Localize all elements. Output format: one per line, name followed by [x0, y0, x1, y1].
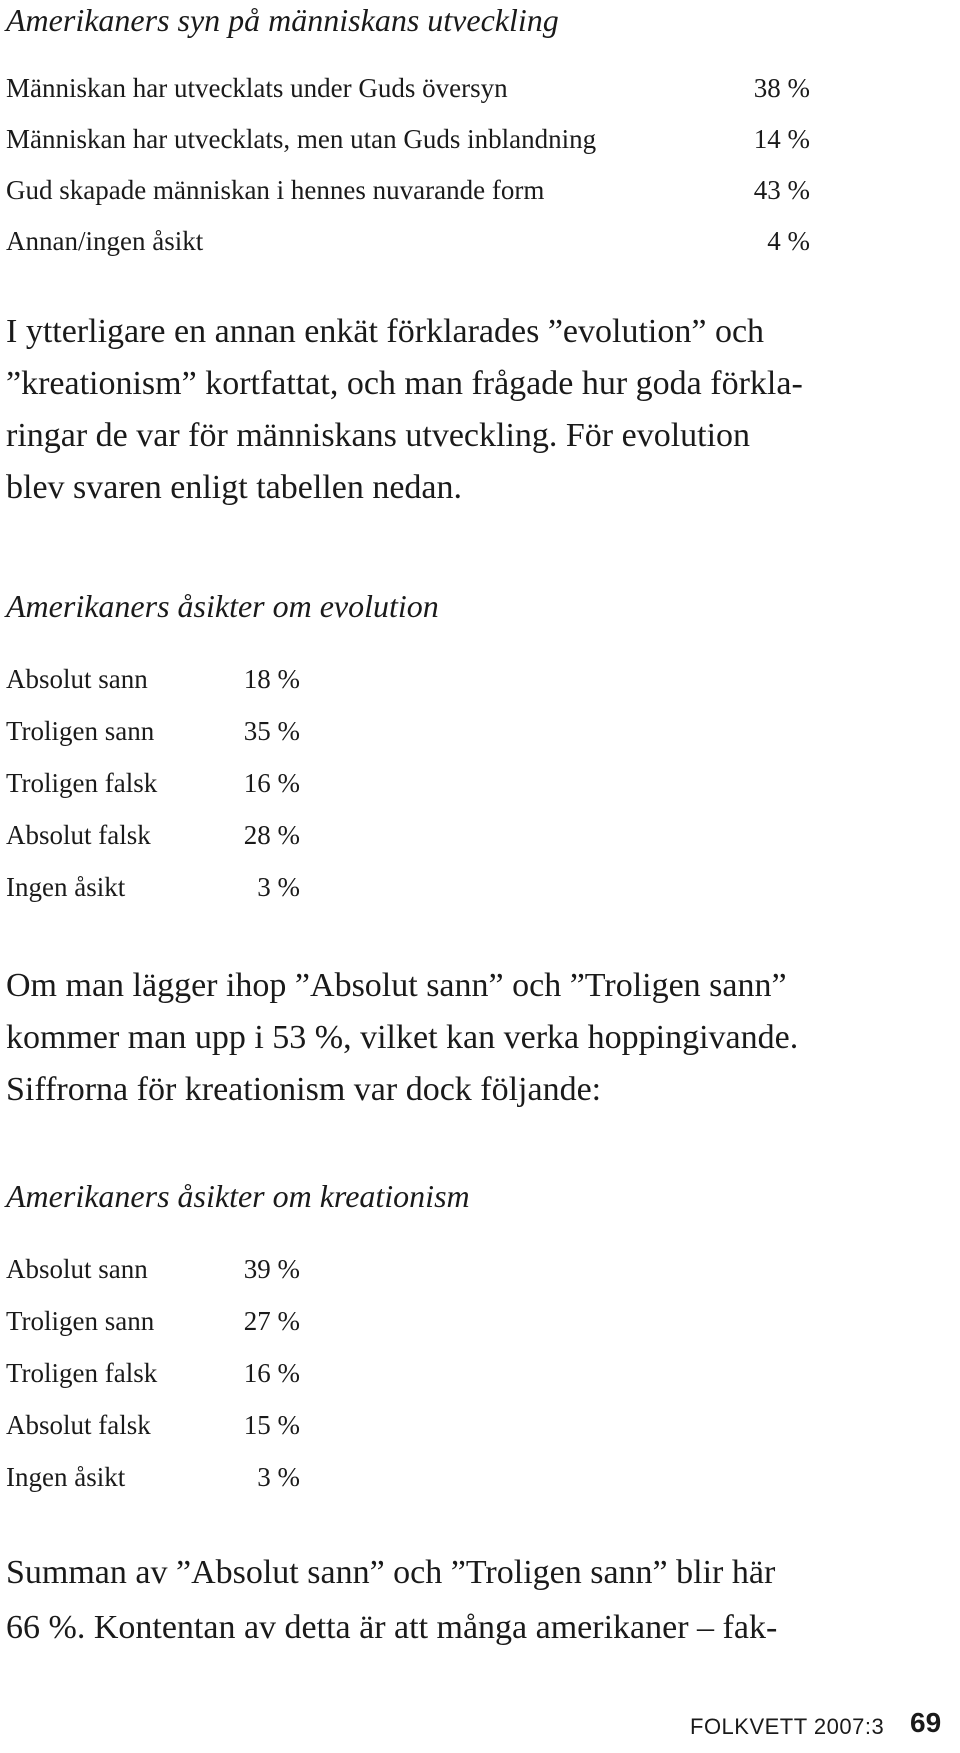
body-line: Siffrorna för kreationism var dock följande: — [6, 1071, 602, 1108]
table-row-value: 39 % — [243, 1254, 300, 1284]
body-line: I ytterligare en annan enkät förklarades ”evolution” och — [6, 313, 765, 350]
body-line: Om man lägger ihop ”Absolut sann” och ”Troligen sann” — [6, 967, 787, 1004]
body-line: Summan av ”Absolut sann” och ”Troligen sann” blir här — [6, 1554, 776, 1591]
table-row-value: 15 % — [243, 1410, 300, 1440]
table-row-label: Troligen falsk — [6, 1358, 158, 1388]
table-row-label: Troligen falsk — [6, 768, 158, 798]
table-row-value: 27 % — [243, 1306, 300, 1336]
survey-row-label: Gud skapade människan i hennes nuvarande form — [6, 175, 545, 205]
table-row-value: 16 % — [243, 768, 300, 798]
table-row-value: 35 % — [243, 716, 300, 746]
survey-row-label: Annan/ingen åsikt — [6, 226, 204, 256]
table-row-label: Absolut falsk — [6, 820, 151, 850]
survey-row-label: Människan har utvecklats, men utan Guds inblandning — [6, 124, 597, 154]
body-line: 66 %. Kontentan av detta är att många amerikaner – fak- — [6, 1609, 778, 1646]
table-row-label: Ingen åsikt — [6, 872, 126, 902]
survey-row-value: 38 % — [753, 73, 810, 103]
survey-row-value: 14 % — [753, 124, 810, 154]
page-number: 69 — [910, 1707, 942, 1738]
survey-row-value: 4 % — [767, 226, 810, 256]
survey-row-label: Människan har utvecklats under Guds översyn — [6, 73, 508, 103]
table-row-label: Troligen sann — [6, 1306, 155, 1336]
table-row-label: Troligen sann — [6, 716, 155, 746]
survey-row-value: 43 % — [753, 175, 810, 205]
section-heading: Amerikaners syn på människans utveckling — [6, 2, 559, 38]
table-row-value: 18 % — [243, 664, 300, 694]
body-line: ”kreationism” kortfattat, och man frågade hur goda förkla- — [6, 365, 803, 402]
body-line: kommer man upp i 53 %, vilket kan verka hoppingivande. — [6, 1019, 799, 1056]
section-heading: Amerikaners åsikter om kreationism — [6, 1178, 470, 1214]
table-row-value: 16 % — [243, 1358, 300, 1388]
table-row-label: Ingen åsikt — [6, 1462, 126, 1492]
body-line: ringar de var för människans utveckling. För evolution — [6, 417, 751, 454]
body-line: blev svaren enligt tabellen nedan. — [6, 469, 462, 506]
table-row-label: Absolut sann — [6, 1254, 148, 1284]
section-heading: Amerikaners åsikter om evolution — [6, 588, 439, 624]
table-row-value: 3 % — [257, 1462, 300, 1492]
table-row-value: 3 % — [257, 872, 300, 902]
table-row-value: 28 % — [243, 820, 300, 850]
table-row-label: Absolut sann — [6, 664, 148, 694]
journal-label: FOLKVETT 2007:3 — [690, 1714, 885, 1739]
table-row-label: Absolut falsk — [6, 1410, 151, 1440]
